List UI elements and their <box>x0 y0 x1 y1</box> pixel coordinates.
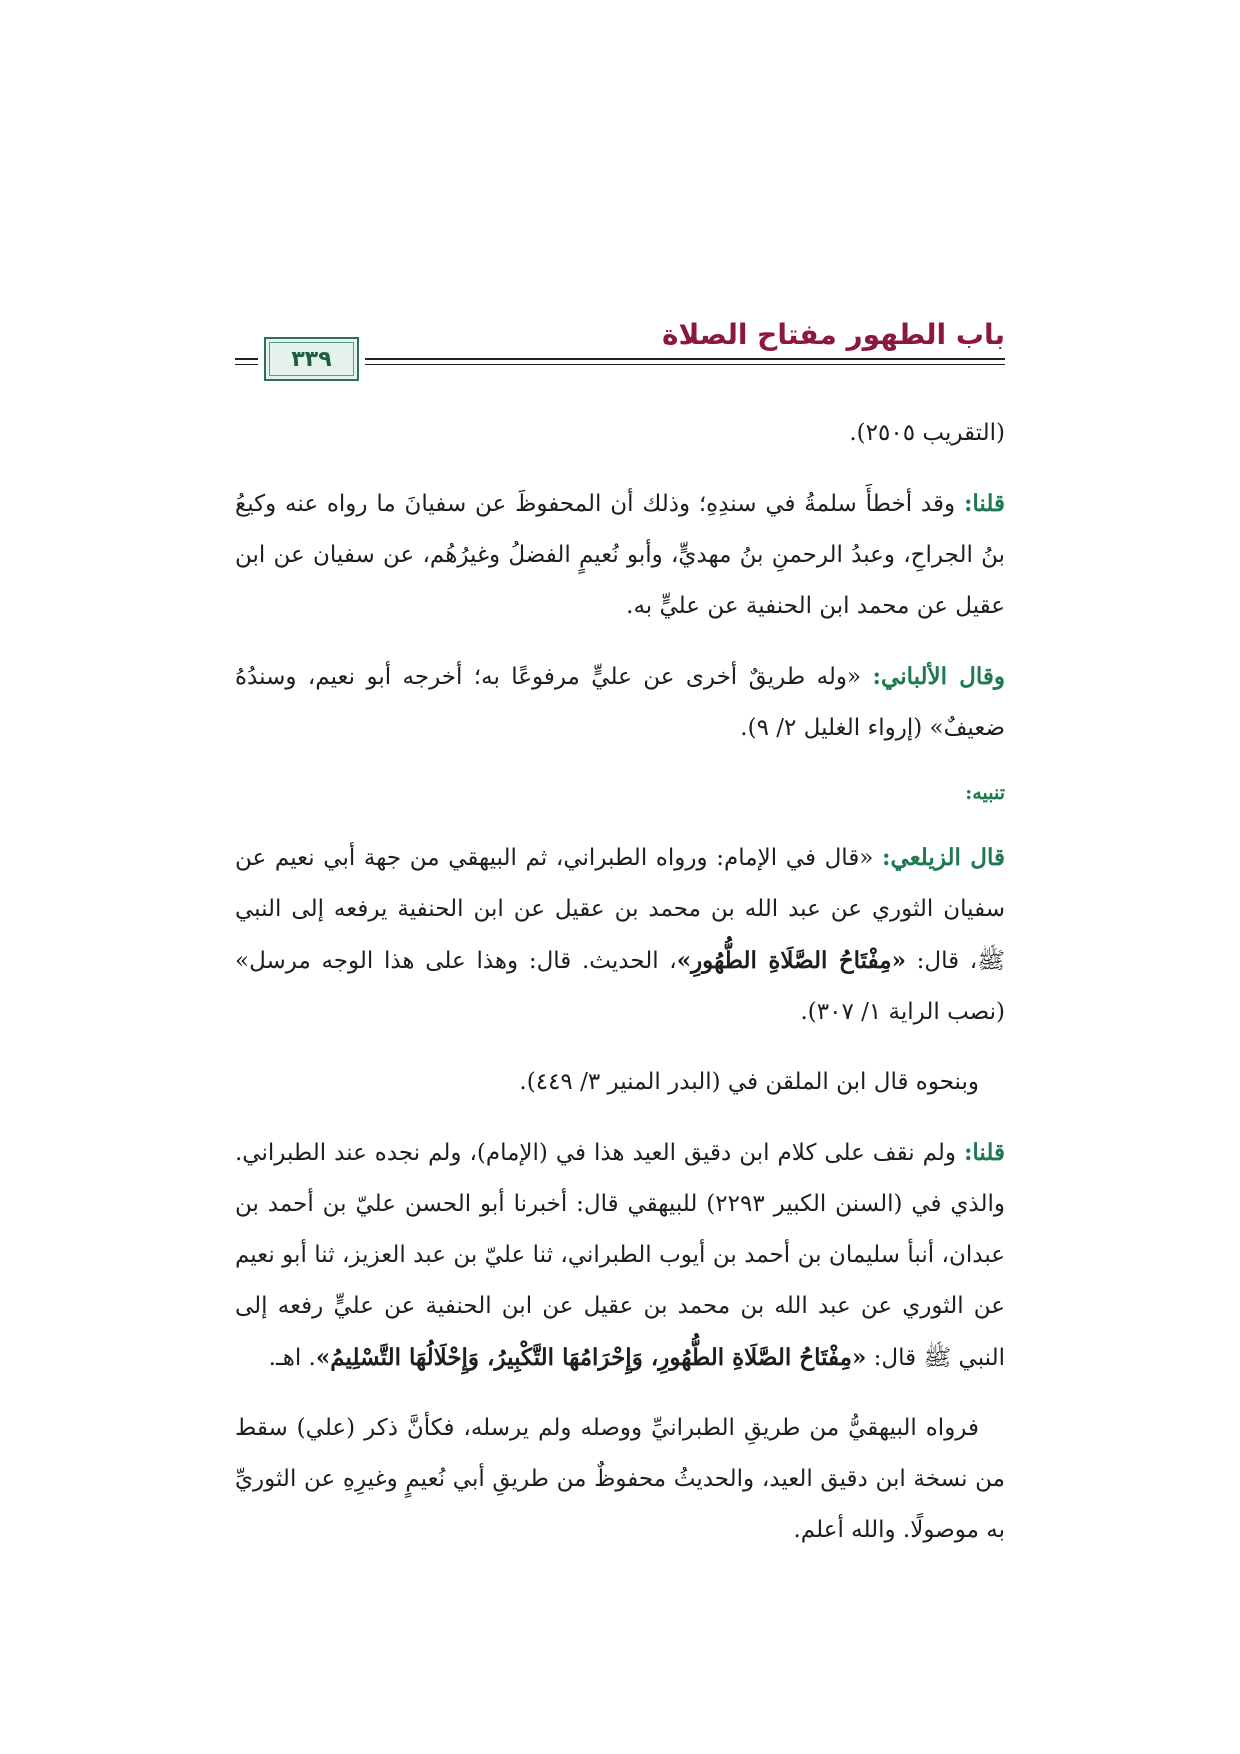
notice-heading: تنبيه: <box>965 782 1005 804</box>
lead-qulna: قلنا: <box>963 490 1005 517</box>
header-rule <box>365 358 1005 360</box>
hadith-text: «مِفْتَاحُ الصَّلَاةِ الطُّهُورِ» <box>676 947 906 974</box>
lead-zaylai: قال الزيلعي: <box>882 844 1005 871</box>
paragraph-qulna-1 <box>235 478 1005 632</box>
page-number-frame <box>264 337 359 381</box>
page-body <box>235 408 1005 1575</box>
paragraph-ibn-mulaqqin: وبنحوه قال ابن الملقن في (البدر المنير ٣/ ٤٤٩). <box>519 1069 979 1095</box>
lead-qulna: قلنا: <box>963 1139 1005 1166</box>
page-number: ٣٣٩ <box>291 346 332 372</box>
paragraph-conclusion: فرواه البيهقيُّ من طريقِ الطبرانيِّ ووصله ولم يرسله، فكأنَّ ذكر (علي) سقط من نسخة ابن دقيق العيد، والحديثُ محفوظٌ من طريقِ أبي نُعيمٍ وغيرِهِ عن الثوريِّ به موصولًا. والله أعلم. <box>235 1415 1005 1543</box>
paragraph-text: ولم نقف على كلام ابن دقيق العيد هذا في (الإمام)، ولم نجده عند الطبراني. والذي في (السنن الكبير ٢٢٩٣) للبيهقي قال: أخبرنا أبو الحسن عليّ بن أحمد بن عبدان، أنبأ سليمان بن أحمد بن أيوب الطبراني، ثنا عليّ بن عبد العزيز، ثنا أبو نعيم عن الثوري عن عبد الله بن محمد بن عقيل عن ابن الحنفية عن عليٍّ رفعه إلى النبي ﷺ قال: <box>235 1140 1006 1371</box>
lead-albani: وقال الألباني: <box>872 663 1005 690</box>
paragraph-qulna-2 <box>235 1127 1005 1384</box>
page-header <box>235 318 1005 378</box>
paragraph-text: وقد أخطأَ سلمةُ في سندِهِ؛ وذلك أن المحفوظَ عن سفيانَ ما رواه عنه وكيعُ بنُ الجراحِ، وعبدُ الرحمنِ بنُ مهديٍّ، وأبو نُعيمٍ الفضلُ وغيرُهُم، عن سفيان عن ابن عقيل عن محمد ابن الحنفية عن عليٍّ به. <box>235 491 1005 619</box>
header-rule-thin <box>365 364 1005 365</box>
paragraph-albani <box>235 651 1005 754</box>
chapter-title: باب الطهور مفتاح الصلاة <box>661 318 1005 351</box>
paragraph-zaylai <box>235 832 1005 1038</box>
hadith-text: «مِفْتَاحُ الصَّلَاةِ الطُّهُورِ، وَإِحْرَامُهَا التَّكْبِيرُ، وَإِحْلَالُهَا التَّسْلِيمُ» <box>315 1344 867 1371</box>
paragraph-text: «قال في الإمام: ورواه الطبراني، ثم البيهقي من جهة أبي نعيم عن سفيان الثوري عن عبد الله بن محمد بن عقيل عن ابن الحنفية يرفعه إلى النبي ﷺ، قال: <box>235 845 1005 974</box>
paragraph-text: «وله طريقٌ أخرى عن عليٍّ مرفوعًا به؛ أخرجه أبو نعيم، وسندُهُ ضعيفٌ» (إرواء الغليل ٢/ ٩). <box>235 664 1005 741</box>
paragraph-text: . اهـ. <box>268 1345 316 1371</box>
header-rule-left-thin <box>235 364 258 365</box>
paragraph-taqrib: (التقريب ٢٥٠٥). <box>849 420 1005 446</box>
paragraph-text: ، الحديث. قال: وهذا على هذا الوجه مرسل» (نصب الراية ١/ ٣٠٧). <box>235 948 1005 1025</box>
header-rule-left <box>235 358 258 360</box>
